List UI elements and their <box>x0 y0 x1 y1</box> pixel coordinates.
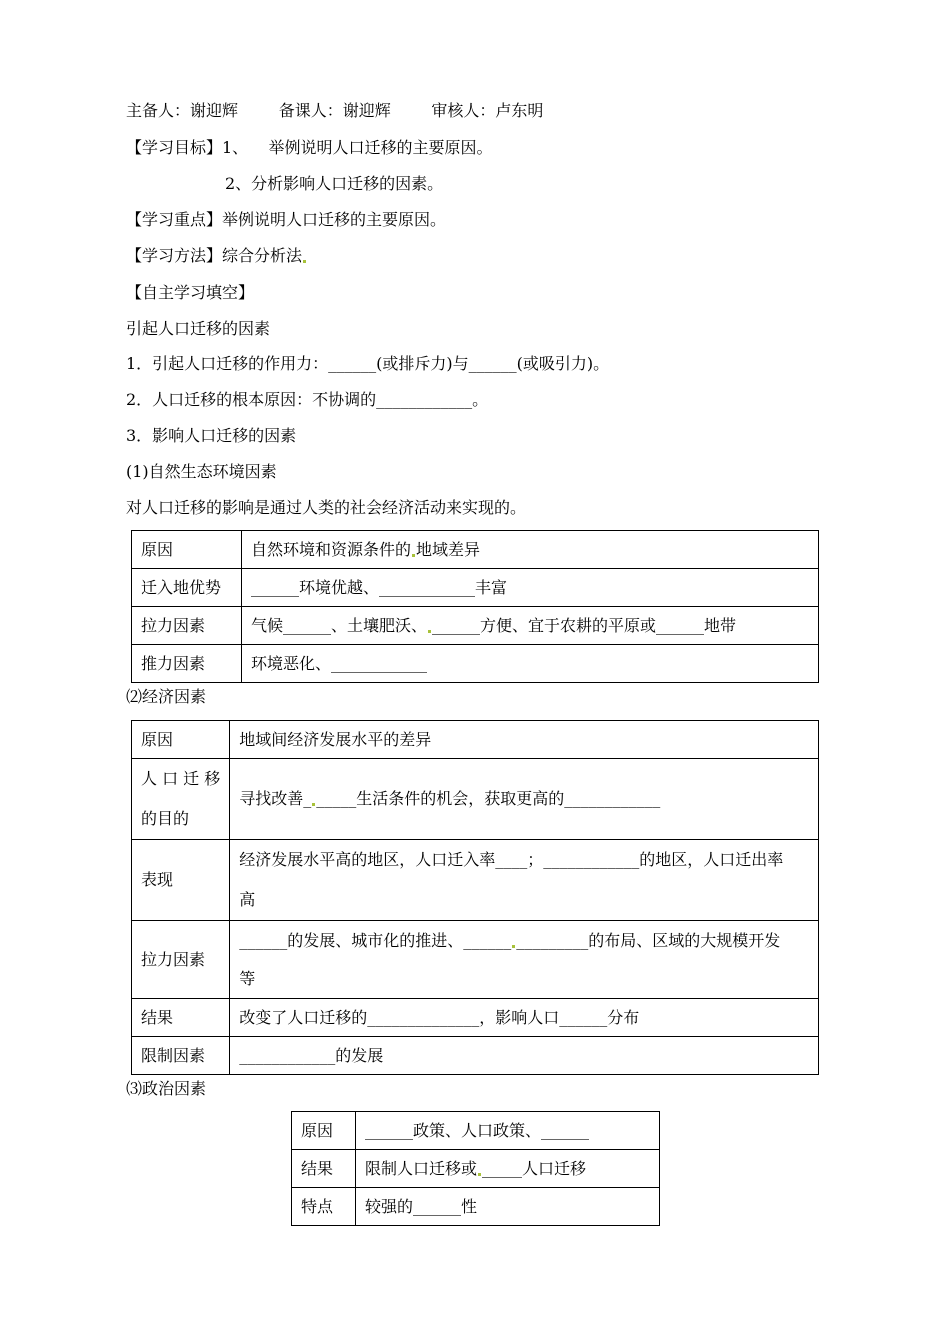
row-label: 迁入地优势 <box>132 569 242 607</box>
row-label: 原因 <box>292 1112 356 1150</box>
natural-title: (1)自然生态环境因素 <box>126 462 277 481</box>
economic-factors-table <box>131 720 819 1075</box>
row-label: 人 口 迁 移 的目的 <box>132 759 230 840</box>
table-row <box>132 759 819 840</box>
header-line: 主备人：谢迎辉 备课人：谢迎辉 审核人：卢东明 <box>126 101 544 120</box>
marker-dot <box>303 260 306 263</box>
row-content: 较强的______性 <box>356 1188 660 1226</box>
row-content: ______政策、人口政策、______ <box>356 1112 660 1150</box>
natural-intro: 对人口迁移的影响是通过人类的社会经济活动来实现的。 <box>126 498 527 517</box>
question-1: 1．引起人口迁移的作用力：______(或排斥力)与______(或吸引力)。 <box>126 354 610 373</box>
political-factors-table <box>291 1111 660 1226</box>
marker-dot <box>428 630 431 633</box>
objectives-line-2: 2、分析影响人口迁移的因素。 <box>225 174 444 193</box>
row-label: 结果 <box>132 999 230 1037</box>
row-content: 限制人口迁移或 _____人口迁移 <box>356 1150 660 1188</box>
row-label: 拉力因素 <box>132 921 230 999</box>
row-label: 原因 <box>132 531 242 569</box>
objectives-line-1: 【学习目标】1、 举例说明人口迁移的主要原因。 <box>126 138 493 157</box>
table-row <box>132 999 819 1037</box>
row-content: 改变了人口迁移的______________，影响人口______分布 <box>230 999 819 1037</box>
row-content: 地域间经济发展水平的差异 <box>230 721 819 759</box>
table-row <box>292 1188 660 1226</box>
table-row <box>132 840 819 921</box>
marker-dot <box>412 554 415 557</box>
table-row <box>292 1150 660 1188</box>
table-row <box>292 1112 660 1150</box>
row-label: 结果 <box>292 1150 356 1188</box>
row-content: 经济发展水平高的地区，人口迁入率____；____________的地区，人口迁出率 高 <box>230 840 819 921</box>
table-row <box>132 531 819 569</box>
political-title: ⑶政治因素 <box>126 1079 207 1098</box>
marker-dot <box>312 803 315 806</box>
row-content: 环境恶化、____________ <box>242 645 819 683</box>
question-3: 3．影响人口迁移的因素 <box>126 426 297 445</box>
row-content: ______的发展、城市化的推进、______ _________的布局、区域的大规模开发 等 <box>230 921 819 999</box>
economic-title: ⑵经济因素 <box>126 687 207 706</box>
row-label: 拉力因素 <box>132 607 242 645</box>
row-label: 特点 <box>292 1188 356 1226</box>
row-content: 自然环境和资源条件的 地域差异 <box>242 531 819 569</box>
section-title: 引起人口迁移的因素 <box>126 319 271 338</box>
self-study-heading: 【自主学习填空】 <box>126 283 255 302</box>
marker-dot <box>512 945 515 948</box>
natural-factors-table <box>131 530 819 683</box>
table-row <box>132 721 819 759</box>
table-row <box>132 1037 819 1075</box>
row-content: ____________的发展 <box>230 1037 819 1075</box>
marker-dot <box>478 1173 481 1176</box>
table-row <box>132 645 819 683</box>
row-content: ______环境优越、____________丰富 <box>242 569 819 607</box>
question-2: 2．人口迁移的根本原因：不协调的____________。 <box>126 390 489 409</box>
row-content: 寻找改善_ _____生活条件的机会，获取更高的____________ <box>230 759 819 840</box>
row-content: 气候______、土壤肥沃、 ______方便、宜于农耕的平原或______地带 <box>242 607 819 645</box>
table-row <box>132 569 819 607</box>
method-line <box>126 245 307 267</box>
table-row <box>132 921 819 999</box>
table-row <box>132 607 819 645</box>
row-label: 推力因素 <box>132 645 242 683</box>
method-text: 【学习方法】综合分析法 <box>126 246 303 265</box>
key-point: 【学习重点】举例说明人口迁移的主要原因。 <box>126 210 447 229</box>
row-label: 原因 <box>132 721 230 759</box>
row-label: 限制因素 <box>132 1037 230 1075</box>
row-label: 表现 <box>132 840 230 921</box>
